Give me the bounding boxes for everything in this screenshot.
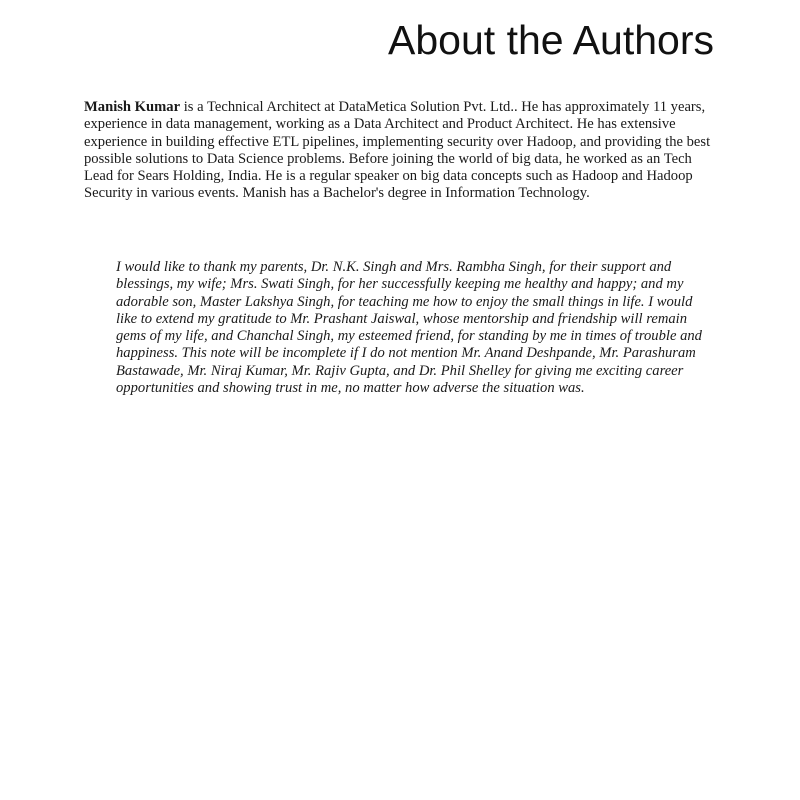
page-title: About the Authors [388, 17, 714, 63]
author-name: Manish Kumar [84, 99, 181, 115]
author-bio-text: is a Technical Architect at DataMetica Solution Pvt. Ltd.. He has approximately 11 years, experience in data management, working as a Data Architect and Product Architect. He has extensive experience in building effective ETL pipelines, implementing security over Hadoop, and providing the best possible solutions to Data Science problems. Before joining the world of big data, he worked as an Tech Lead for Sears Holding, India. He is a regular speaker on big data concepts such as Hadoop and Hadoop Security in various events. Manish has a Bachelor's degree in Information Technology. [84, 99, 711, 202]
author-bio-paragraph [84, 99, 724, 203]
acknowledgement-paragraph: I would like to thank my parents, Dr. N.K. Singh and Mrs. Rambha Singh, for their support and blessings, my wife; Mrs. Swati Singh, for her successfully keeping me healthy and happy; and my adorable son, Master Lakshya Singh, for teaching me how to enjoy the small things in life. I would like to extend my gratitude to Mr. Prashant Jaiswal, whose mentorship and friendship will remain gems of my life, and Chanchal Singh, my esteemed friend, for standing by me in times of trouble and happiness. This note will be incomplete if I do not mention Mr. Anand Deshpande, Mr. Parashuram Bastawade, Mr. Niraj Kumar, Mr. Rajiv Gupta, and Dr. Phil Shelley for giving me exciting career opportunities and showing trust in me, no matter how adverse the situation was. [116, 259, 702, 397]
